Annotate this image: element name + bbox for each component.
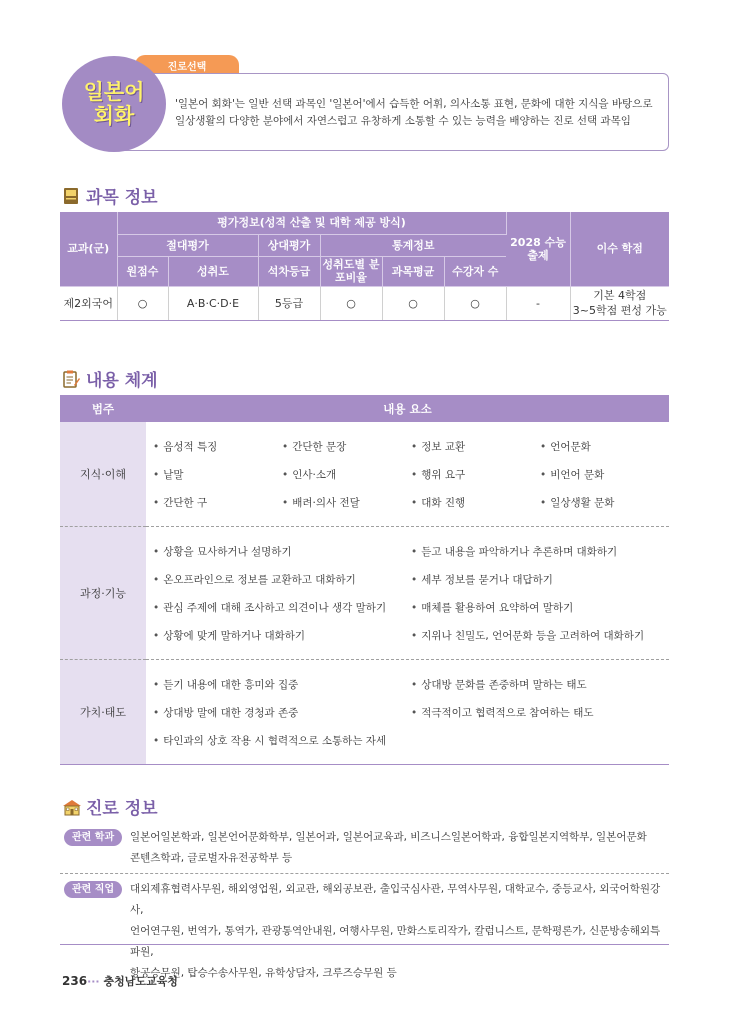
list-item: • 인사·소개 (282, 466, 411, 484)
cell-count: ○ (444, 286, 506, 320)
book-icon (62, 187, 80, 205)
list-item: • 상대방 문화를 존중하며 말하는 태도 (411, 676, 669, 694)
subject-info-heading (62, 183, 158, 208)
subject-name-line2: 회화 (93, 104, 135, 128)
departments-line: 콘텐츠학과, 글로벌자유전공학부 등 (130, 852, 293, 864)
section-title: 과목 정보 (86, 188, 158, 208)
credit-line: 3~5학점 편성 가능 (572, 304, 667, 317)
list-item: • 배려·의사 전달 (282, 494, 411, 512)
content-system-table (60, 395, 669, 765)
table-row (60, 286, 669, 320)
header-group: 교과(군) (60, 212, 117, 286)
header-avg: 과목평균 (382, 256, 444, 286)
cell-suneung: - (506, 286, 570, 320)
departments-label: 관련 학과 (64, 829, 122, 846)
jobs-label: 관련 직업 (64, 881, 122, 898)
list-item: • 언어문화 (540, 438, 669, 456)
elements-cell (146, 422, 669, 527)
table-row (60, 422, 669, 527)
jobs-text (130, 879, 670, 984)
cell-group: 제2외국어 (60, 286, 117, 320)
header-eval: 평가정보(성적 산출 및 대학 제공 방식) (117, 212, 506, 234)
cell-rank: 5등급 (258, 286, 320, 320)
header-rank: 석차등급 (258, 256, 320, 286)
list-item: • 정보 교환 (411, 438, 540, 456)
list-item: • 간단한 문장 (282, 438, 411, 456)
header-stats: 통계정보 (320, 234, 506, 256)
school-building-icon (62, 798, 80, 816)
jobs-line: 언어연구원, 번역가, 통역가, 관광통역안내원, 여행사무원, 만화스토리작가, 칼럼니스트, 문학평론가, 신문방송해외특파원, (130, 925, 661, 958)
list-item: • 상황을 묘사하거나 설명하기 (153, 543, 411, 561)
cell-dist: ○ (320, 286, 382, 320)
header-suneung: 2028 수능 출제 (506, 212, 570, 286)
list-item: • 대화 진행 (411, 494, 540, 512)
list-item: • 음성적 특징 (153, 438, 282, 456)
header-raw: 원점수 (117, 256, 168, 286)
header-achieve: 성취도 (168, 256, 258, 286)
category-values: 가치·태도 (60, 660, 146, 765)
list-item: • 상황에 맞게 말하거나 대화하기 (153, 627, 411, 645)
list-item: • 일상생활 문화 (540, 494, 669, 512)
header-category: 범주 (60, 395, 146, 422)
departments-text (130, 827, 670, 869)
clipboard-icon (62, 370, 80, 388)
category-process: 과정·기능 (60, 527, 146, 660)
table-row (60, 527, 669, 660)
intro-description (175, 96, 665, 130)
divider (60, 873, 669, 874)
list-item: • 상대방 말에 대한 경청과 존중 (153, 704, 411, 722)
header-elements: 내용 요소 (146, 395, 669, 422)
divider (60, 944, 669, 945)
category-knowledge: 지식·이해 (60, 422, 146, 527)
list-item: • 지위나 친밀도, 언어문화 등을 고려하여 대화하기 (411, 627, 669, 645)
list-item: • 낱말 (153, 466, 282, 484)
content-system-heading (62, 366, 158, 391)
table-row (60, 660, 669, 765)
list-item: • 적극적이고 협력적으로 참여하는 태도 (411, 704, 669, 722)
cell-credit (570, 286, 669, 320)
list-item: • 관심 주제에 대해 조사하고 의견이나 생각 말하기 (153, 599, 411, 617)
career-info-heading (62, 794, 158, 819)
page-footer (62, 973, 178, 989)
list-item: • 타인과의 상호 작용 시 협력적으로 소통하는 자세 (153, 732, 411, 750)
subject-info-table (60, 212, 669, 321)
course-type-tag: 진로선택 (135, 55, 239, 75)
section-title: 진로 정보 (86, 799, 158, 819)
credit-line: 기본 4학점 (593, 289, 647, 302)
cell-avg: ○ (382, 286, 444, 320)
intro-line: '일본어 회화'는 일반 선택 과목인 '일본어'에서 습득한 어휘, 의사소통 표현, 문화에 대한 지식을 바탕으로 (175, 98, 653, 110)
subject-badge (62, 56, 166, 152)
publisher: 충청남도교육청 (103, 975, 178, 988)
list-item: • 매체를 활용하여 요약하여 말하기 (411, 599, 669, 617)
related-departments (60, 829, 669, 864)
list-item: • 세부 정보를 묻거나 대답하기 (411, 571, 669, 589)
footer-dots: ··· (87, 975, 100, 988)
list-item: • 듣기 내용에 대한 흥미와 집중 (153, 676, 411, 694)
departments-line: 일본어일본학과, 일본언어문화학부, 일본어과, 일본어교육과, 비즈니스일본어학과, 융합일본지역학부, 일본어문화 (130, 831, 647, 843)
cell-achieve: A·B·C·D·E (168, 286, 258, 320)
intro-line: 일상생활의 다양한 분야에서 자연스럽고 유창하게 소통할 수 있는 능력을 배양하는 진로 선택 과목임 (175, 115, 631, 127)
list-item: • 간단한 구 (153, 494, 282, 512)
header-dist: 성취도별 분포비율 (320, 256, 382, 286)
elements-cell (146, 527, 669, 660)
section-title: 내용 체계 (86, 371, 158, 391)
header-absolute: 절대평가 (117, 234, 258, 256)
list-item: • 행위 요구 (411, 466, 540, 484)
jobs-line: 대외제휴협력사무원, 해외영업원, 외교관, 해외공보관, 출입국심사관, 무역사무원, 대학교수, 중등교사, 외국어학원강사, (130, 883, 661, 916)
cell-raw: ○ (117, 286, 168, 320)
subject-name-line1: 일본어 (83, 80, 145, 104)
list-item: • 비언어 문화 (540, 466, 669, 484)
header-credit: 이수 학점 (570, 212, 669, 286)
header-relative: 상대평가 (258, 234, 320, 256)
header-count: 수강자 수 (444, 256, 506, 286)
list-item: • 듣고 내용을 파악하거나 추론하며 대화하기 (411, 543, 669, 561)
elements-cell (146, 660, 669, 765)
list-item: • 온오프라인으로 정보를 교환하고 대화하기 (153, 571, 411, 589)
related-jobs (60, 881, 669, 979)
jobs-line: 항공승무원, 탑승수송사무원, 유학상담자, 크루즈승무원 등 (130, 967, 397, 979)
page-number: 236 (62, 974, 88, 988)
